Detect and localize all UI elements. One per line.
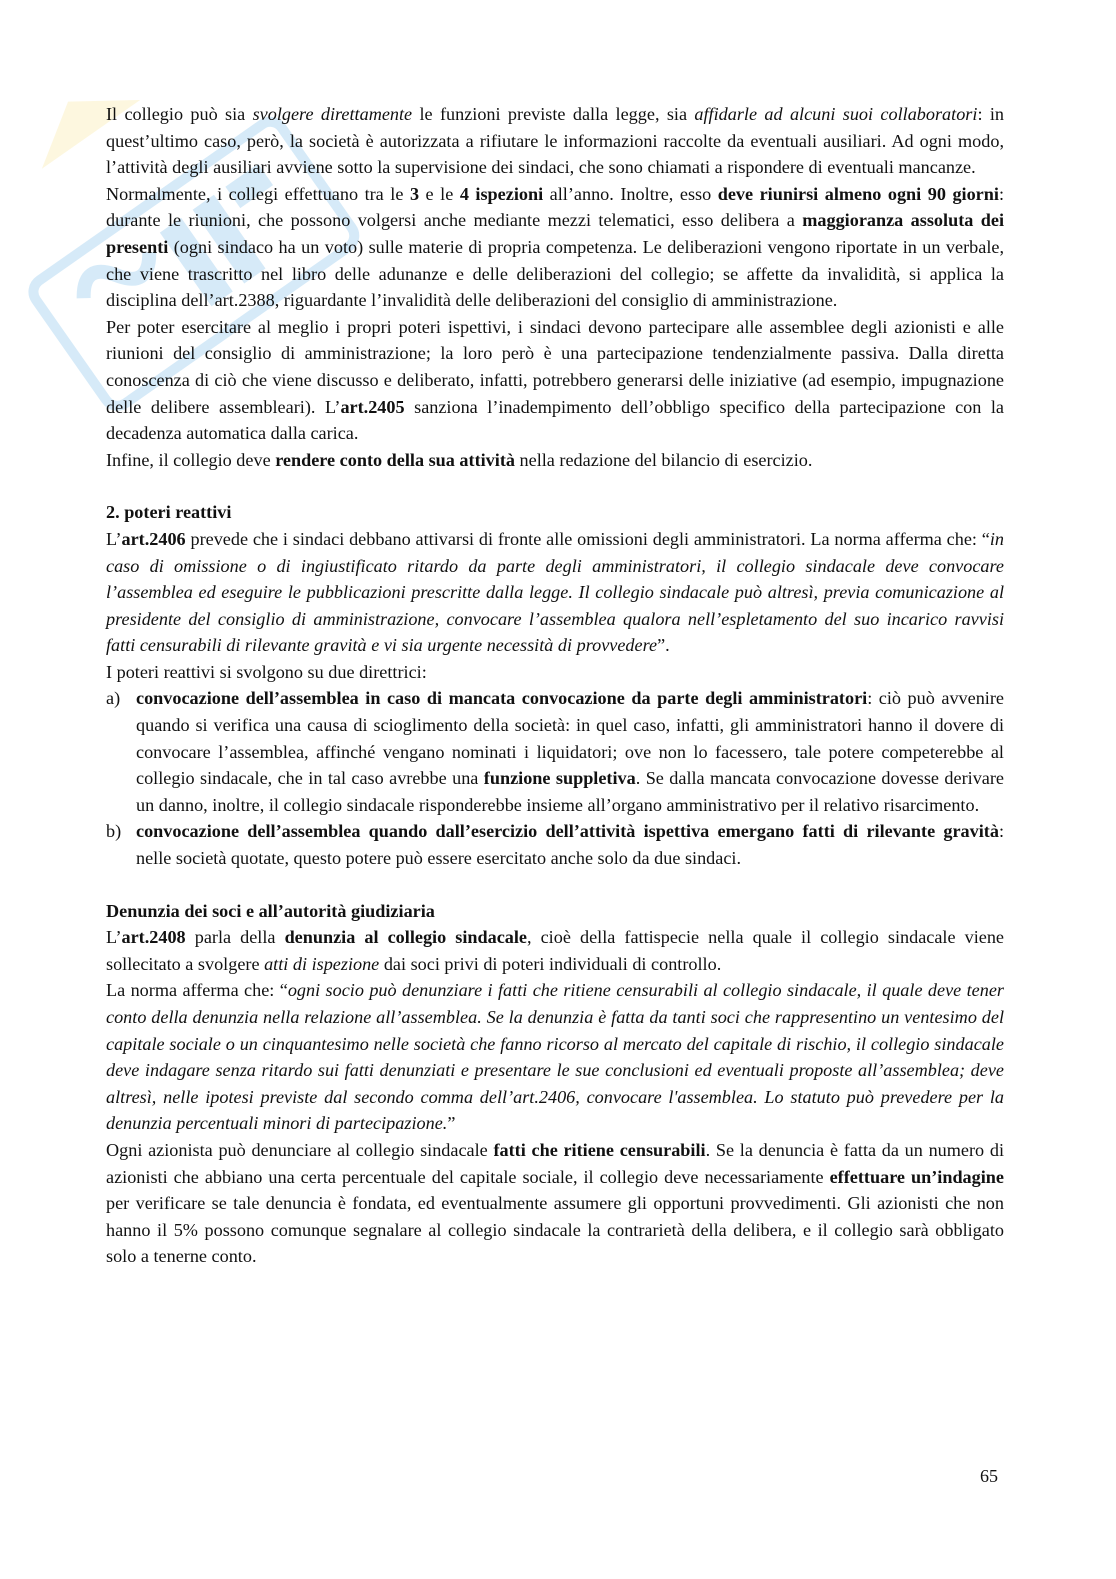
text-run: . Se la denuncia è fatta da un numero di azionisti che abbiano una certa percentuale del capitale sociale, il collegio deve necessariamente — [106, 1139, 1004, 1187]
text-run: ”. — [657, 635, 670, 656]
page-number: 65 — [980, 1466, 998, 1486]
text-run: : nelle società quotate, questo potere può essere esercitato anche solo da due sindaci. — [136, 821, 1004, 869]
text-run: sanziona l’inadempimento dell’obbligo specifico della partecipazione con la decadenza automatica dalla carica. — [106, 396, 1004, 444]
bold-text: convocazione dell’assemblea in caso di mancata convocazione da parte degli amministratori — [136, 688, 868, 709]
text-run: : in quest’ultimo caso, però, la società è autorizzata a rifiutare le informazioni raccolte da eventuali ausiliari. Ad ogni modo, l’attività degli ausiliari avviene sotto la supervisione dei sindaci, che sono chiamati a rispondere di eventuali mancanze. — [106, 104, 1004, 178]
list-item — [106, 818, 1004, 871]
text-run: Ogni azionista può denunciare al collegio sindacale — [106, 1139, 494, 1160]
italic-text: affidarle ad alcuni suoi collaboratori — [694, 104, 978, 124]
bold-text: art.2408 — [121, 927, 186, 948]
section-heading: 2. poteri reattivi — [106, 502, 232, 523]
text-run: L’ — [106, 528, 122, 549]
bold-text: denunzia al collegio sindacale — [284, 927, 527, 948]
list-item-text — [136, 821, 1004, 868]
paragraph — [106, 659, 1004, 686]
list-item — [106, 685, 1004, 818]
text-run: : ciò può avvenire quando si verifica una causa di scioglimento della società: in quel caso, infatti, gli amministratori hanno il dovere di convocare l’assemblea, affinché vengano nominati i liquidatori; ove non lo facessero, tale potere competerebbe al collegio sindacale, che in tal caso avrebbe una — [136, 688, 1004, 789]
list-marker: a) — [106, 688, 121, 709]
text-run: L’ — [106, 927, 122, 948]
italic-text: atti di ispezione — [264, 953, 380, 974]
section-ispettivi-text — [106, 101, 1004, 473]
text-run: all’anno. Inoltre, esso — [543, 183, 718, 204]
paragraph — [106, 181, 1004, 314]
paragraph — [106, 101, 1004, 181]
section-denunzia — [106, 898, 1004, 1270]
paragraph — [106, 447, 1004, 474]
section-poteri-reattivi — [106, 499, 1004, 871]
text-run: Il collegio può sia — [106, 104, 253, 124]
text-run: , cioè della fattispecie nella quale il collegio sindacale viene sollecitato a svolgere — [106, 927, 1004, 974]
text-run: per verificare se tale denuncia è fondata, ed eventualmente assumere gli opportuni provvedimenti. Gli azionisti che non hanno il 5% possono comunque segnalare al collegio sindacale la contrarietà della delibera, e il collegio sarà obbligato solo a tenerne conto. — [106, 1193, 1004, 1267]
text-run: : durante le riunioni, che possono volgersi anche mediante mezzi telematici, esso delibera a — [106, 183, 1004, 231]
bold-text: 3 — [409, 183, 420, 204]
text-run: Normalmente, i collegi effettuano tra le — [106, 183, 410, 204]
text-run: I poteri reattivi si svolgono su due direttrici: — [106, 661, 427, 682]
text-run: ” — [447, 1113, 456, 1134]
text-run: parla della — [185, 927, 285, 948]
paragraph — [106, 924, 1004, 977]
list-item-text — [136, 688, 1004, 814]
italic-text: ogni socio può denunziare i fatti che ritiene censurabili al collegio sindacale, il quale deve tener conto della denunzia nella relazione all’assemblea. Se la denunzia è fatta da tanti soci che rappresentino un ventesimo del capitale sociale o un cinquantesimo nelle società che fanno ricorso al mercato del capitale di rischio, il collegio sindacale deve indagare senza ritardo sui fatti denunziati e presentare le sue conclusioni ed eventuali proposte all’assemblea; deve altresì, nelle ipotesi previste dal secondo comma dell’art.2406, convocare l'assemblea. Lo statuto può prevedere per la denunzia percentuali minori di partecipazione. — [106, 980, 1004, 1134]
text-run: Per poter esercitare al meglio i propri poteri ispettivi, i sindaci devono partecipare alle assemblee degli azionisti e alle riunioni del consiglio di amministrazione; la loro però è una partecipazione tendenzialmente passiva. Dalla diretta conoscenza di ciò che viene discusso e deliberato, infatti, potrebbero generarsi delle iniziative (ad esempio, impugnazione delle delibere assembleari). L’ — [106, 316, 1004, 417]
text-run: (ogni sindaco ha un voto) sulle materie di propria competenza. Le deliberazioni vengono riportate in un verbale, che viene trascritto nel libro delle adunanze e delle deliberazioni del collegio; se affette da invalidità, si applica la disciplina dell’art.2388, riguardante l’invalidità delle deliberazioni del consiglio di amministrazione. — [106, 236, 1004, 311]
text-run: le funzioni previste dalla legge, sia — [412, 104, 695, 124]
text-run: nella redazione del bilancio di esercizio. — [514, 449, 813, 470]
text-run: La norma afferma che: “ — [106, 980, 288, 1001]
bold-text: funzione suppletiva — [483, 768, 636, 789]
paragraph — [106, 526, 1004, 659]
paragraph — [106, 1137, 1004, 1270]
text-run: e le — [419, 183, 460, 204]
bold-text: effettuare un’indagine — [829, 1166, 1004, 1187]
list-marker: b) — [106, 821, 122, 842]
bold-text: 4 ispezioni — [459, 183, 544, 204]
text-run: Infine, il collegio deve — [106, 449, 276, 470]
bold-text: art.2405 — [340, 396, 405, 417]
italic-text: svolgere direttamente — [252, 104, 413, 124]
bold-text: art.2406 — [121, 528, 186, 549]
text-run: dai soci privi di poteri individuali di controllo. — [379, 953, 722, 974]
bold-text: maggioranza assoluta dei presenti — [106, 210, 1004, 257]
paragraph — [106, 314, 1004, 447]
text-run: prevede che i sindaci debbano attivarsi di fronte alle omissioni degli amministratori. La norma afferma che: “ — [185, 528, 990, 549]
bold-text: convocazione dell’assemblea quando dall’esercizio dell’attività ispettiva emergano fatti di rilevante gravità — [136, 821, 999, 842]
bold-text: deve riunirsi almeno ogni 90 giorni — [717, 183, 999, 204]
document-body — [106, 101, 1004, 1270]
bold-text: rendere conto della sua attività — [275, 449, 515, 470]
paragraph — [106, 977, 1004, 1137]
italic-text: in caso di omissione o di ingiustificato ritardo da parte degli amministratori, il collegio sindacale deve convocare l’assemblea ed eseguire le pubblicazioni prescritte dalla legge. Il collegio sindacale può altresì, previa comunicazione al presidente del consiglio di amministrazione, convocare l’assemblea qualora nell’espletamento del suo incarico ravvisi fatti censurabili di rilevante gravità e vi sia urgente necessità di provvedere — [106, 528, 1004, 656]
section-heading: Denunzia dei soci e all’autorità giudiziaria — [106, 900, 435, 921]
bold-text: fatti che ritiene censurabili — [493, 1139, 706, 1160]
text-run: . Se dalla mancata convocazione dovesse derivare un danno, inoltre, il collegio sindacale risponderebbe insieme all’organo amministrativo per il relativo risarcimento. — [136, 768, 1004, 815]
